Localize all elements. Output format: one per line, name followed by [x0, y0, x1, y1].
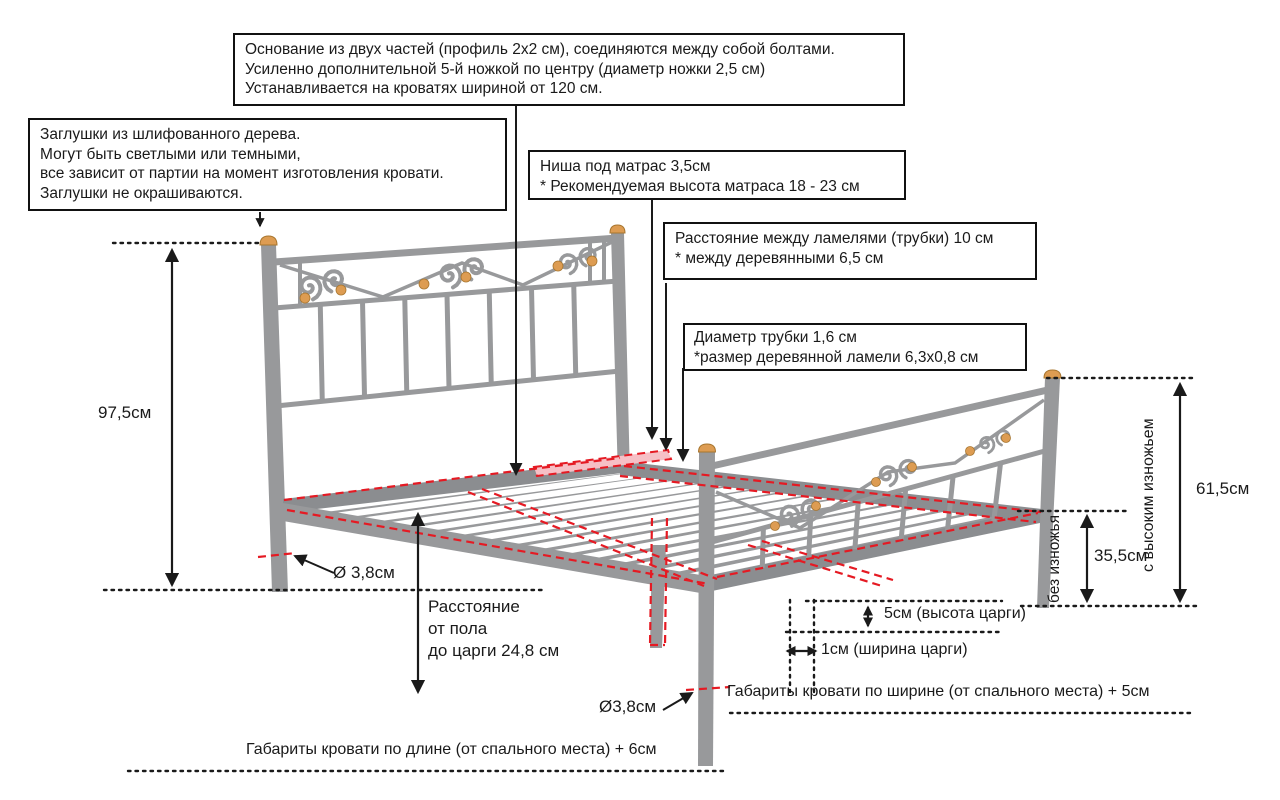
- callout-text-line: * между деревянными 6,5 см: [675, 249, 884, 267]
- footboard-near-leg: [698, 452, 715, 766]
- callout-text-line: Расстояние между ламелями (трубки) 10 см: [675, 230, 994, 247]
- leader-head-leg-diameter: [295, 556, 334, 573]
- callout-text-line: Могут быть светлыми или темными,: [40, 145, 301, 163]
- callout-mattress-niche: [528, 150, 906, 200]
- label-no-footboard-height: 35,5см: [1094, 546, 1148, 565]
- label-text-line: от пола: [428, 619, 488, 638]
- callout-text-line: *размер деревянной ламели 6,3х0,8 см: [694, 348, 979, 366]
- leader-foot-leg-diameter: [663, 693, 692, 710]
- label-headboard-height: 97,5см: [98, 403, 152, 422]
- label-text-line: до царги 24,8 см: [428, 641, 560, 660]
- callout-text-line: * Рекомендуемая высота матраса 18 - 23 см: [540, 177, 860, 195]
- callout-base-frame: [233, 33, 905, 106]
- label-head-leg-diameter: Ø 3,8см: [333, 563, 395, 582]
- callout-text-line: Основание из двух частей (профиль 2х2 см), соединяются между собой болтами.: [245, 41, 835, 58]
- headboard-near-leg: [261, 245, 288, 592]
- headboard-far-leg: [611, 233, 630, 478]
- label-overall-length: Габариты кровати по длине (от спального места) + 6см: [246, 741, 657, 758]
- callout-text-line: Диаметр трубки 1,6 см: [694, 329, 857, 346]
- label-high-footboard: с высоким изножьем: [1140, 418, 1157, 572]
- callout-text-line: Устанавливается на кроватях шириной от 120 см.: [245, 80, 603, 98]
- callout-text-line: Заглушки из шлифованного дерева.: [40, 126, 301, 143]
- label-rail-height: 5см (высота царги): [884, 605, 1026, 622]
- callout-text-line: все зависит от партии на момент изготовления кровати.: [40, 165, 444, 183]
- label-floor-to-rail: [428, 596, 559, 662]
- label-high-footboard-height: 61,5см: [1196, 479, 1250, 498]
- callout-wood-caps: [28, 118, 507, 211]
- label-foot-leg-diameter: Ø3,8см: [599, 697, 657, 716]
- callout-text-line: Ниша под матрас 3,5см: [540, 158, 711, 175]
- callout-text-line: Заглушки не окрашиваются.: [40, 185, 243, 203]
- callout-text-line: Усиленно дополнительной 5-й ножкой по центру (диаметр ножки 2,5 см): [245, 60, 766, 78]
- label-text-line: Расстояние: [428, 597, 520, 616]
- label-overall-width: Габариты кровати по ширине (от спального места) + 5см: [727, 683, 1150, 700]
- callout-lamel-spacing: [663, 222, 1037, 280]
- label-no-footboard: без изножья: [1046, 515, 1063, 604]
- callout-tube-diameter: [683, 323, 1027, 371]
- label-rail-width: 1см (ширина царги): [821, 641, 968, 658]
